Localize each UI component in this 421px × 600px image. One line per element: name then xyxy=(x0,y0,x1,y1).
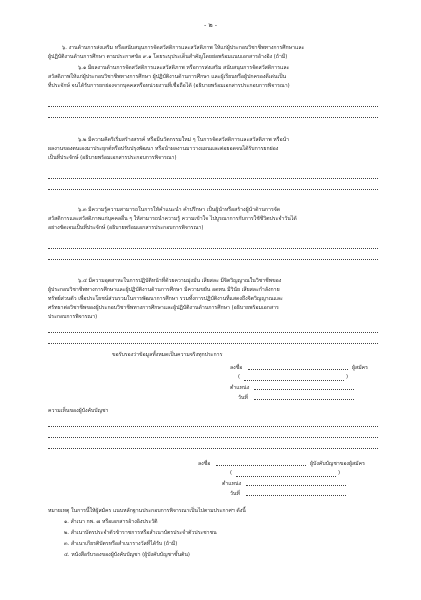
item-6-3-line2: สวัสดิการและสวัสดิภาพแก่บุคคลอื่น ๆ ให้สามารถนำความรู้ ความเข้าใจ ไปบูรณาการกับการใช้ชีวิตประจำวันได้ xyxy=(48,216,297,222)
item-6-1-line1: ๖.๑ มีผลงานด้านการจัดสวัสดิการและสวัสดิภาพ หรือการส่งเสริม สนับสนุนการจัดสวัสดิการและ xyxy=(78,65,290,71)
supervisor-date-row xyxy=(230,490,390,500)
applicant-signature-line[interactable] xyxy=(248,369,348,370)
supervisor-date-line[interactable] xyxy=(246,495,346,496)
applicant-label: ผู้สมัคร xyxy=(352,365,368,371)
item-6-2-line1: ๖.๒ มีความคิดริเริ่มสร้างสรรค์ หรือมีนวัตกรรมใหม่ ๆ ในการจัดสวัสดิการและสวัสดิภาพ หรือนำ xyxy=(78,137,290,143)
date-label: วันที่ xyxy=(238,395,248,401)
item-6-2-line2: ผลงานของตนเองมาประยุกต์หรือปรับปรุงพัฒนา หรือนำผลงานมาวางแผนและต่อยอดจนได้รับการยกย่อง xyxy=(48,146,279,152)
section6-intro-line1: ๖. งานด้านการส่งเสริม หรือสนับสนุนการจัดสวัสดิการและสวัสดิภาพ ให้แก่ผู้ประกอบวิชาชีพทางการศึกษาและ xyxy=(62,45,305,51)
applicant-date-row xyxy=(238,394,398,404)
answer-line-6-3b[interactable] xyxy=(48,259,378,260)
item-6-4-line1: ๖.๔ มีความอุตสาหะในการปฏิบัติหน้าที่ด้วยความมุ่งมั่น เสียสละ มีจิตวิญญาณในวิชาชีพของ xyxy=(78,278,282,284)
sign-label: ลงชื่อ xyxy=(230,365,243,371)
supervisor-position-label: ตำแหน่ง xyxy=(222,481,242,487)
supervisor-name-line[interactable] xyxy=(236,476,336,477)
answer-line-6-1a[interactable] xyxy=(48,106,378,107)
answer-line-6-3a[interactable] xyxy=(48,248,378,249)
answer-line-6-4b[interactable] xyxy=(48,343,378,344)
answer-line-6-1b[interactable] xyxy=(48,117,378,118)
applicant-name-line[interactable] xyxy=(244,380,344,381)
supervisor-sign-label: ลงชื่อ xyxy=(198,461,211,467)
answer-line-6-4a[interactable] xyxy=(48,332,378,333)
note-item-4: ๔. หนังสือรับรองของผู้บังคับบัญชา (ผู้บังคับบัญชาชั้นต้น) xyxy=(64,552,190,558)
position-label: ตำแหน่ง xyxy=(230,385,250,391)
note-item-1: ๑. สำเนา กพ. ๗ หรือเอกสารอ้างอิงประวัติ xyxy=(64,519,158,525)
item-6-4-line4: ศรัทธาต่อวิชาชีพของผู้ประกอบวิชาชีพทางการศึกษาและผู้ปฏิบัติงานด้านการศึกษา (อธิบายพร้อมเอกสาร xyxy=(48,305,279,311)
applicant-signature-row xyxy=(230,364,390,374)
supervisor-position-line[interactable] xyxy=(246,485,346,486)
item-6-1-line2: สวัสดิภาพให้แก่ผู้ประกอบวิชาชีพทางการศึกษา ผู้ปฏิบัติงานด้านการศึกษา และผู้เรียนหรือผู้ปกครองดีเด่นเป็น xyxy=(48,74,287,80)
supervisor-position-row xyxy=(222,480,382,490)
item-6-3-line1: ๖.๓ มีความรู้ความสามารถในการให้คำแนะนำ คำปรึกษา เป็นผู้นำหรือสร้างผู้นำด้านการจัด xyxy=(78,207,281,213)
supervisor-name-close-paren: ) xyxy=(338,470,341,476)
applicant-position-row xyxy=(230,384,390,394)
applicant-date-line[interactable] xyxy=(254,399,354,400)
item-6-4-line5: ประกอบการพิจารณา) xyxy=(48,314,98,320)
answer-line-6-2a[interactable] xyxy=(48,178,378,179)
supervisor-name-open-paren: ( xyxy=(230,470,233,476)
note-heading: หมายเหตุ ในการนี้ให้ผู้สมัคร แนบหลักฐานประกอบการพิจารณาเป็นไปตามประกาศฯ ดังนี้ xyxy=(48,508,246,514)
page-number: - ๒ - xyxy=(203,21,218,29)
section6-intro-line2: ผู้ปฏิบัติงานด้านการศึกษา ตามประกาศข้อ ๙.๑ โดยระบุประเด็นสำคัญโดยย่อพร้อมแนบเอกสารอ้างอิง (ถ้ามี) xyxy=(48,54,288,60)
item-6-4-line2: ผู้ประกอบวิชาชีพทางการศึกษาและผู้ปฏิบัติงานด้านการศึกษา มีความขยัน อดทน มีวินัย เสียสละกำลังกาย xyxy=(48,287,280,293)
item-6-2-line3: เป็นที่ประจักษ์ (อธิบายพร้อมเอกสารประกอบการพิจารณา) xyxy=(48,155,177,161)
applicant-name-open-paren: ( xyxy=(238,374,241,380)
supervisor-opinion-line-c[interactable] xyxy=(48,448,378,449)
applicant-position-line[interactable] xyxy=(254,389,354,390)
supervisor-heading: ความเห็นของผู้บังคับบัญชา xyxy=(48,408,109,414)
item-6-3-line3: อย่างชัดเจนเป็นที่ประจักษ์ (อธิบายพร้อมเอกสารประกอบการพิจารณา) xyxy=(48,225,204,231)
supervisor-role-label: ผู้บังคับบัญชาของผู้สมัคร xyxy=(310,461,365,467)
item-6-1-line3: ที่ประจักษ์ จนได้รับการยกย่องจากบุคคลหรือหน่วยงานที่เชื่อถือได้ (อธิบายพร้อมเอกสารประกอบการพิจารณา) xyxy=(48,83,290,89)
item-6-4-line3: ทรัพย์ส่วนตัว เพื่อประโยชน์ส่วนรวมในการพัฒนาการศึกษา รวมทั้งการปฏิบัติงานที่แสดงถึงจิตวิญญาณและ xyxy=(48,296,283,302)
supervisor-signature-line[interactable] xyxy=(216,465,306,466)
applicant-name-close-paren: ) xyxy=(346,374,349,380)
supervisor-date-label: วันที่ xyxy=(230,491,240,497)
note-item-2: ๒. สำเนาบัตรประจำตัวข้าราชการหรือสำเนาบัตรประจำตัวประชาชน xyxy=(64,530,217,536)
supervisor-opinion-line-b[interactable] xyxy=(48,437,378,438)
supervisor-signature-row xyxy=(198,460,398,470)
certify-statement: ขอรับรองว่าข้อมูลทั้งหมดเป็นความจริงทุกประการ xyxy=(112,352,223,358)
answer-line-6-2b[interactable] xyxy=(48,189,378,190)
supervisor-opinion-line-a[interactable] xyxy=(48,426,378,427)
note-item-3: ๓. สำเนาเกียรติบัตรหรือสำเนารางวัลที่ได้รับ (ถ้ามี) xyxy=(64,541,178,547)
